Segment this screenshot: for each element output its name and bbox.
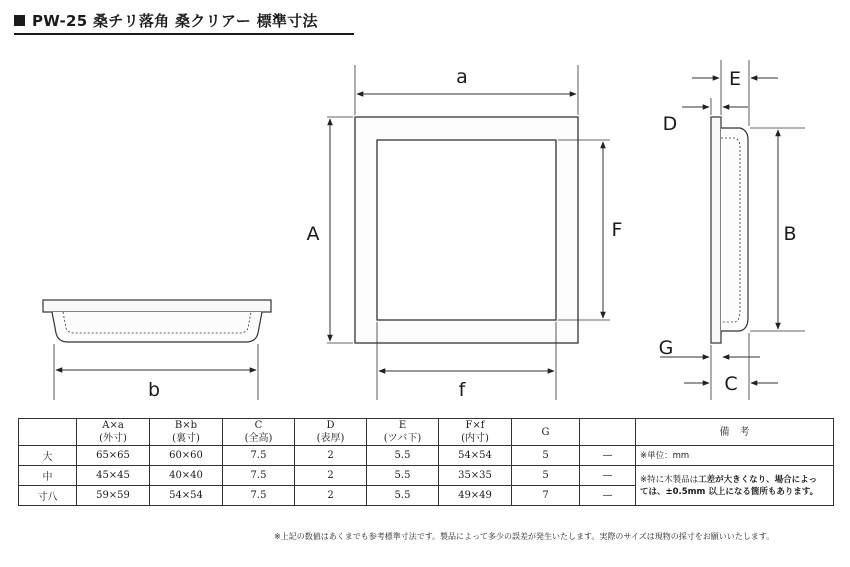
cell-D: 2	[295, 466, 367, 486]
table-row	[19, 446, 834, 466]
footnote: ※上記の数値はあくまでも参考標準寸法です。製品によって多少の誤差が発生いたします。実際のサイズは現物の採寸をお願いいたします。	[274, 532, 775, 541]
cell-Bb: 60×60	[150, 446, 223, 466]
header-E: E (ツバ下)	[367, 419, 439, 446]
header-D: D (表厚)	[295, 419, 367, 446]
label-A: A	[306, 223, 320, 245]
label-G: G	[658, 337, 674, 359]
label-a: a	[456, 66, 468, 88]
header-Ff: F×f (内寸)	[439, 419, 512, 446]
page-title-text: PW-25 桑チリ落角 桑クリアー 標準寸法	[32, 12, 318, 30]
cell-C: 7.5	[223, 466, 295, 486]
label-C: C	[724, 373, 738, 395]
cell-Aa: 65×65	[77, 446, 150, 466]
remarks-unit: ※単位：mm	[636, 446, 834, 466]
label-F: F	[611, 219, 623, 241]
cell-Ff: 49×49	[439, 486, 512, 506]
cell-Bb: 40×40	[150, 466, 223, 486]
header-Bb: B×b (裏寸)	[150, 419, 223, 446]
cell-G: 5	[512, 446, 580, 466]
header-C: C (全高)	[223, 419, 295, 446]
cell-C: 7.5	[223, 446, 295, 466]
cell-E: 5.5	[367, 466, 439, 486]
label-E: E	[728, 68, 742, 90]
cell-G: 7	[512, 486, 580, 506]
cell-G: 5	[512, 466, 580, 486]
cell-Ff: 35×35	[439, 466, 512, 486]
cell-Bb: 54×54	[150, 486, 223, 506]
header-empty	[19, 419, 77, 446]
side-view-right	[711, 117, 748, 343]
label-b: b	[147, 379, 161, 401]
label-f: f	[458, 379, 466, 401]
header-remarks: 備 考	[636, 419, 834, 446]
cell-E: 5.5	[367, 486, 439, 506]
cell-Aa: 45×45	[77, 466, 150, 486]
cell-Aa: 59×59	[77, 486, 150, 506]
side-view-bottom	[43, 300, 271, 342]
cell-C: 7.5	[223, 486, 295, 506]
cell-size: 大	[19, 446, 77, 466]
cell-size: 寸八	[19, 486, 77, 506]
dimension-A	[327, 117, 353, 343]
cell-Ff: 54×54	[439, 446, 512, 466]
cell-extra: —	[580, 486, 636, 506]
dimension-B	[750, 128, 805, 331]
label-D: D	[662, 113, 678, 135]
table-row	[19, 466, 834, 486]
spec-table	[18, 418, 834, 506]
cell-D: 2	[295, 446, 367, 466]
cell-extra: —	[580, 446, 636, 466]
cell-E: 5.5	[367, 446, 439, 466]
header-blank	[580, 419, 636, 446]
cell-size: 中	[19, 466, 77, 486]
remarks-note: ※特に木製品は工差が大きくなり、場合によっ ては、±0.5mm 以上になる箇所もあります。	[636, 466, 834, 506]
cell-extra: —	[580, 466, 636, 486]
dimension-D	[682, 98, 748, 115]
table-header-row	[19, 419, 834, 446]
header-G: G	[512, 419, 580, 446]
label-B: B	[783, 223, 797, 245]
cell-D: 2	[295, 486, 367, 506]
header-Aa: A×a (外寸)	[77, 419, 150, 446]
front-view	[355, 117, 578, 343]
